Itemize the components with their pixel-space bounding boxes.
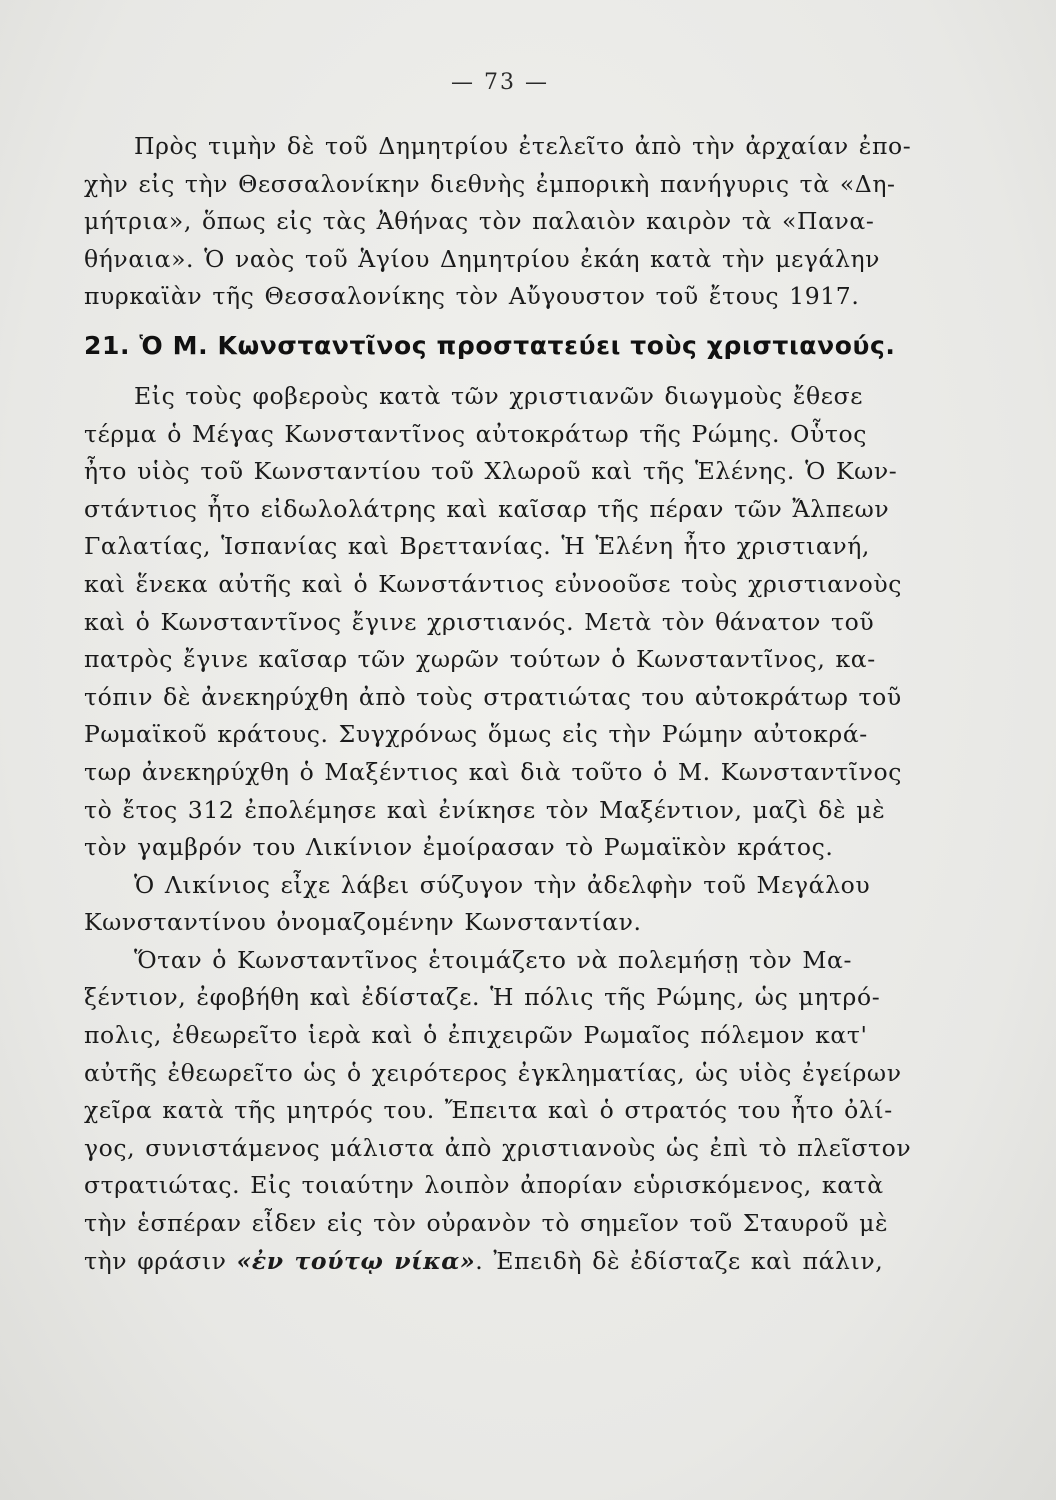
text-line: θήναια». Ὁ ναὸς τοῦ Ἁγίου Δημητρίου ἐκάη κατὰ τὴν μεγάλην	[84, 244, 881, 273]
text-line: Κωνσταντίνου ὀνομαζομένην Κωνσταντίαν.	[84, 908, 642, 937]
body-text	[84, 128, 914, 1280]
text-line: μήτρια», ὅπως εἰς τὰς Ἀθήνας τὸν παλαιὸν καιρὸν τὰ «Πανα-	[84, 207, 875, 236]
section-heading: 21. Ὁ Μ. Κωνσταντῖνος προστατεύει τοὺς χριστιανούς.	[84, 330, 896, 360]
last-text-line	[84, 1243, 914, 1281]
text-line: Ὁ Λικίνιος εἶχε λάβει σύζυγον τὴν ἀδελφὴν τοῦ Μεγάλου	[134, 870, 871, 899]
paragraph-3	[84, 867, 914, 942]
page-number: — 73 —	[451, 70, 549, 95]
text-line: τὸν γαμβρόν του Λικίνιον ἐμοίρασαν τὸ Ρωμαϊκὸν κράτος.	[84, 833, 834, 862]
text-line: τωρ ἀνεκηρύχθη ὁ Μαξέντιος καὶ διὰ τοῦτο ὁ Μ. Κωνσταντῖνος	[84, 757, 902, 786]
text-line: πολις, ἐθεωρεῖτο ἱερὰ καὶ ὁ ἐπιχειρῶν Ρωμαῖος πόλεμον κατ'	[84, 1021, 868, 1050]
text-line: γος, συνιστάμενος μάλιστα ἀπὸ χριστιανοὺς ὡς ἐπὶ τὸ πλεῖστον	[84, 1133, 912, 1162]
text-line: χεῖρα κατὰ τῆς μητρός του. Ἔπειτα καὶ ὁ στρατός του ἦτο ὀλί-	[84, 1096, 893, 1125]
text-line: Ὅταν ὁ Κωνσταντῖνος ἑτοιμάζετο νὰ πολεμήσῃ τὸν Μα-	[134, 945, 853, 974]
text-line: καὶ ὁ Κωνσταντῖνος ἔγινε χριστιανός. Μετὰ τὸν θάνατον τοῦ	[84, 607, 875, 636]
text-line: στάντιος ἦτο εἰδωλολάτρης καὶ καῖσαρ τῆς πέραν τῶν Ἄλπεων	[84, 494, 890, 523]
text-line: πατρὸς ἔγινε καῖσαρ τῶν χωρῶν τούτων ὁ Κωνσταντῖνος, κα-	[84, 645, 876, 674]
text-line: αὐτῆς ἐθεωρεῖτο ὡς ὁ χειρότερος ἐγκληματίας, ὡς υἱὸς ἐγείρων	[84, 1058, 902, 1087]
text-line: Ρωμαϊκοῦ κράτους. Συγχρόνως ὅμως εἰς τὴν Ρώμην αὐτοκρά-	[84, 720, 868, 749]
emphasized-phrase: «ἐν τούτῳ νίκα»	[236, 1246, 476, 1275]
text-line: τὸ ἔτος 312 ἐπολέμησε καὶ ἐνίκησε τὸν Μαξέντιον, μαζὶ δὲ μὲ	[84, 795, 886, 824]
text-line: καὶ ἕνεκα αὐτῆς καὶ ὁ Κωνστάντιος εὐνοοῦσε τοὺς χριστιανοὺς	[84, 569, 903, 598]
text-line: Γαλατίας, Ἱσπανίας καὶ Βρεττανίας. Ἡ Ἑλένη ἦτο χριστιανή,	[84, 532, 870, 561]
text-line: ξέντιον, ἐφοβήθη καὶ ἐδίσταζε. Ἡ πόλις τῆς Ρώμης, ὡς μητρό-	[84, 983, 881, 1012]
text-line: Εἰς τοὺς φοβεροὺς κατὰ τῶν χριστιανῶν διωγμοὺς ἔθεσε	[134, 381, 863, 410]
text-line: πυρκαϊὰν τῆς Θεσσαλονίκης τὸν Αὔγουστον τοῦ ἔτους 1917.	[84, 282, 860, 311]
last-line-before: τὴν φράσιν	[84, 1246, 237, 1275]
paragraph-4	[84, 942, 914, 1280]
text-line: χὴν εἰς τὴν Θεσσαλονίκην διεθνὴς ἐμπορικὴ πανήγυρις τὰ «Δη-	[84, 169, 896, 198]
text-line: στρατιώτας. Εἰς τοιαύτην λοιπὸν ἀπορίαν εὑρισκόμενος, κατὰ	[84, 1171, 884, 1200]
last-line-after: . Ἐπειδὴ δὲ ἐδίσταζε καὶ πάλιν,	[475, 1246, 884, 1275]
text-line: Πρὸς τιμὴν δὲ τοῦ Δημητρίου ἐτελεῖτο ἀπὸ τὴν ἀρχαίαν ἐπο-	[134, 132, 912, 160]
text-line: τὴν ἑσπέραν εἶδεν εἰς τὸν οὐρανὸν τὸ σημεῖον τοῦ Σταυροῦ μὲ	[84, 1209, 889, 1238]
text-line: ἦτο υἱὸς τοῦ Κωνσταντίου τοῦ Χλωροῦ καὶ τῆς Ἑλένης. Ὁ Κων-	[84, 457, 898, 486]
paragraph-1	[84, 128, 914, 316]
text-line: τέρμα ὁ Μέγας Κωνσταντῖνος αὐτοκράτωρ τῆς Ρώμης. Οὗτος	[84, 419, 868, 448]
text-line: τόπιν δὲ ἀνεκηρύχθη ἀπὸ τοὺς στρατιώτας του αὐτοκράτωρ τοῦ	[84, 682, 902, 711]
paragraph-2	[84, 378, 914, 867]
